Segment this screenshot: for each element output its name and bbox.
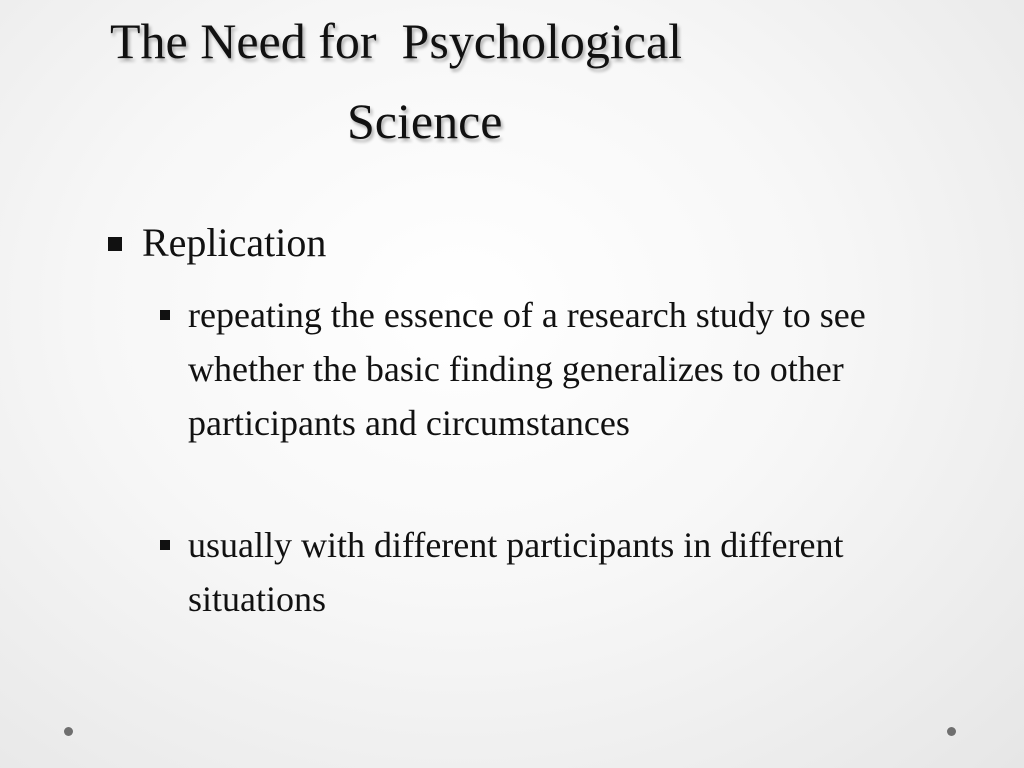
slide-title [110, 0, 810, 162]
slide-title-line-2: Science [347, 93, 503, 149]
sub-bullet-text: usually with different participants in different situations [188, 525, 844, 619]
bullet-text: Replication [142, 220, 327, 265]
bullet-replication [108, 218, 326, 268]
square-bullet-icon [160, 310, 170, 320]
square-bullet-icon [108, 237, 122, 251]
sub-bullet-text: repeating the essence of a research study to see whether the basic finding generalizes to other participants and circumstances [188, 295, 866, 443]
slide-title-line-1: The Need for Psychological [110, 13, 683, 69]
sub-bullet-definition [160, 288, 940, 450]
corner-dot-right [947, 727, 956, 736]
corner-dot-left [64, 727, 73, 736]
sub-bullet-participants [160, 518, 940, 626]
square-bullet-icon [160, 540, 170, 550]
